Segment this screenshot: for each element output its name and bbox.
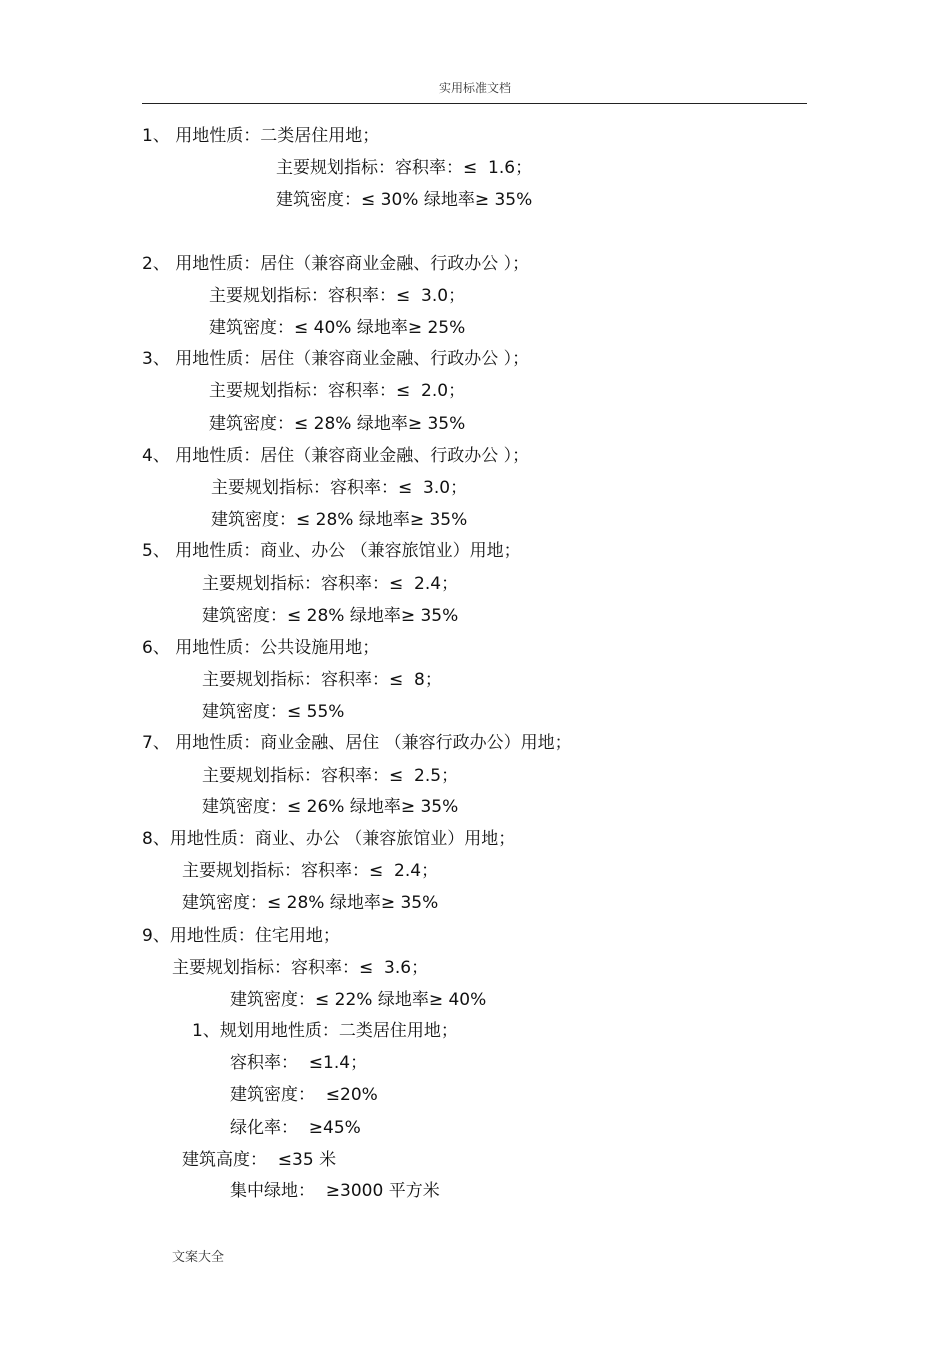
item-2-title: 2、 用地性质：居住（兼容商业金融、行政办公 ）； [142,254,530,274]
item-9-indicators: 主要规划指标：容积率：≤ 3.6； [172,958,429,978]
item-1-indicators: 主要规划指标：容积率：≤ 1.6； [276,158,533,178]
item-4-title: 4、 用地性质：居住（兼容商业金融、行政办公 ）； [142,446,530,466]
sub-item-density: 建筑密度： ≤20% [230,1085,378,1105]
item-2-indicators: 主要规划指标：容积率：≤ 3.0； [209,286,466,306]
item-5-density: 建筑密度：≤ 28% 绿地率≥ 35% [202,606,459,626]
item-6-title: 6、 用地性质：公共设施用地； [142,638,380,658]
sub-item-green-rate: 绿化率： ≥45% [230,1118,361,1138]
item-9-title: 9、用地性质：住宅用地； [142,926,340,946]
item-1-title: 1、 用地性质：二类居住用地； [142,126,380,146]
item-3-title: 3、 用地性质：居住（兼容商业金融、行政办公 ）； [142,349,530,369]
sub-item-1-title: 1、规划用地性质：二类居住用地； [192,1021,458,1041]
item-8-indicators: 主要规划指标：容积率：≤ 2.4； [182,861,439,881]
item-8-density: 建筑密度：≤ 28% 绿地率≥ 35% [182,893,439,913]
item-7-indicators: 主要规划指标：容积率：≤ 2.5； [202,766,459,786]
item-6-density: 建筑密度：≤ 55% [202,702,345,722]
page-footer: 文案大全 [172,1250,225,1265]
item-5-indicators: 主要规划指标：容积率：≤ 2.4； [202,574,459,594]
item-5-title: 5、 用地性质：商业、办公 （兼容旅馆业）用地； [142,541,521,561]
page-header: 实用标准文档 [438,81,511,95]
sub-item-height: 建筑高度： ≤35 米 [182,1150,337,1170]
item-7-title: 7、 用地性质：商业金融、居住 （兼容行政办公）用地； [142,733,572,753]
item-7-density: 建筑密度：≤ 26% 绿地率≥ 35% [202,797,459,817]
item-8-title: 8、用地性质：商业、办公 （兼容旅馆业）用地； [142,829,516,849]
item-9-density: 建筑密度：≤ 22% 绿地率≥ 40% [230,990,487,1010]
item-4-indicators: 主要规划指标：容积率：≤ 3.0； [211,478,468,498]
item-4-density: 建筑密度：≤ 28% 绿地率≥ 35% [211,510,468,530]
item-1-density: 建筑密度：≤ 30% 绿地率≥ 35% [276,190,533,210]
header-rule [142,103,807,104]
item-3-density: 建筑密度：≤ 28% 绿地率≥ 35% [209,414,466,434]
sub-item-central-green: 集中绿地： ≥3000 平方米 [230,1181,440,1201]
item-3-indicators: 主要规划指标：容积率：≤ 2.0； [209,381,466,401]
item-2-density: 建筑密度：≤ 40% 绿地率≥ 25% [209,318,466,338]
item-6-indicators: 主要规划指标：容积率：≤ 8； [202,670,442,690]
sub-item-far: 容积率： ≤1.4； [230,1053,368,1073]
